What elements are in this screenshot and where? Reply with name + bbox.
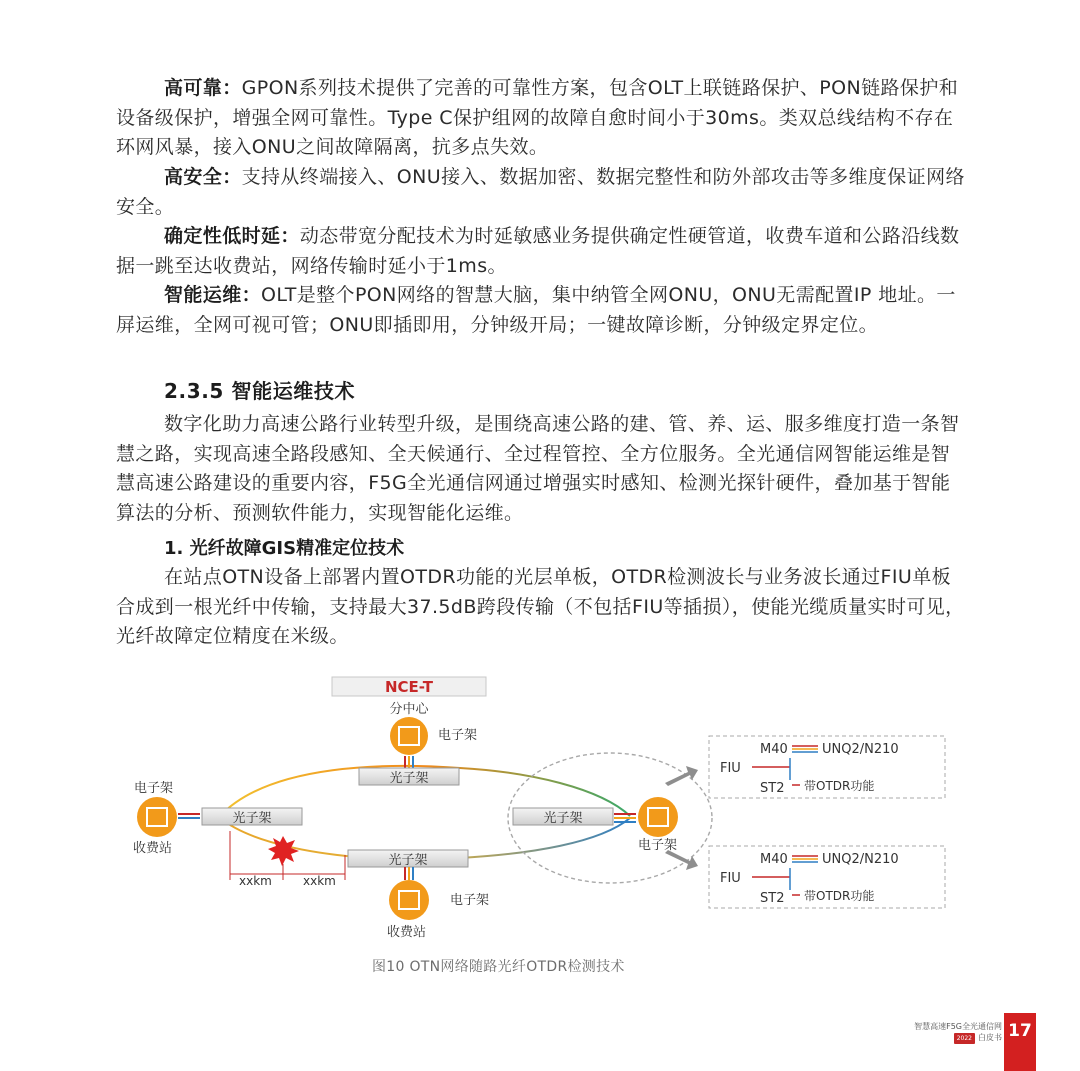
arrow-up-icon <box>665 766 698 786</box>
optical-rack-label: 光子架 <box>232 811 272 826</box>
footer-line2: 白皮书 <box>978 1033 1002 1042</box>
fiu-label: FIU <box>720 871 741 886</box>
paragraph-latency <box>116 222 968 281</box>
electronic-rack-label: 电子架 <box>638 838 678 853</box>
nce-label: NCE-T <box>384 678 434 696</box>
otdr-label: 带OTDR功能 <box>804 779 875 793</box>
electronic-rack-label: 电子架 <box>450 893 490 908</box>
toll-station-label: 收费站 <box>387 925 427 940</box>
optical-rack-label: 光子架 <box>388 853 428 868</box>
toll-station-label: 收费站 <box>133 841 173 856</box>
electronic-rack-icon <box>389 880 429 920</box>
figure-caption: 图10 OTN网络随路光纤OTDR检测技术 <box>372 959 625 975</box>
paragraph-reliability <box>116 74 968 163</box>
paragraph-lead: 高可靠： <box>164 77 242 99</box>
paragraph-text: 动态带宽分配技术为时延敏感业务提供确定性硬管道，收费车道和公路沿线数据一跳至达收费站，网络传输时延小于1ms。 <box>116 225 960 277</box>
paragraph-text: OLT是整个PON网络的智慧大脑，集中纳管全网ONU，ONU无需配置IP 地址。一屏运维，全网可视可管；ONU即插即用，分钟级开局；一键故障诊断，分钟级定界定位。 <box>116 284 956 336</box>
subsection-paragraph: 在站点OTN设备上部署内置OTDR功能的光层单板，OTDR检测波长与业务波长通过FIU单板合成到一根光纤中传输，支持最大37.5dB跨段传输（不包括FIU等插损），使能光缆质量实时可见，光纤故障定位精度在米级。 <box>116 566 965 647</box>
unq-label: UNQ2/N210 <box>822 852 899 867</box>
st2-label: ST2 <box>760 891 785 906</box>
optical-rack-label: 光子架 <box>543 811 583 826</box>
paragraph-lead: 智能运维： <box>164 284 262 306</box>
unq-label: UNQ2/N210 <box>822 742 899 757</box>
paragraph-lead: 高安全： <box>164 166 242 188</box>
electronic-rack-label: 电子架 <box>438 728 478 743</box>
subsection-title: 1. 光纤故障GIS精准定位技术 <box>164 538 405 559</box>
electronic-rack-icon <box>390 717 428 755</box>
section-paragraph: 数字化助力高速公路行业转型升级，是围绕高速公路的建、管、养、运、服多维度打造一条智慧之路，实现高速全路段感知、全天候通行、全过程管控、全方位服务。全光通信网智能运维是智慧高速公路建设的重要内容，F5G全光通信网通过增强实时感知、检测光探针硬件，叠加基于智能算法的分析、预测软件能力，实现智能化运维。 <box>116 413 960 524</box>
fiu-label: FIU <box>720 761 741 776</box>
page-number: 17 <box>1004 1013 1036 1071</box>
m40-label: M40 <box>760 742 788 757</box>
electronic-rack-label: 电子架 <box>134 781 174 796</box>
paragraph-lead: 确定性低时延： <box>164 225 300 247</box>
optical-rack-label: 光子架 <box>389 771 429 786</box>
footer-badge: 2022 <box>954 1033 975 1044</box>
center-label: 分中心 <box>389 702 429 717</box>
otn-diagram <box>100 668 980 968</box>
otdr-label: 带OTDR功能 <box>804 889 875 903</box>
fault-star-icon <box>268 836 299 866</box>
paragraph-om <box>116 281 968 340</box>
m40-label: M40 <box>760 852 788 867</box>
electronic-rack-icon <box>638 797 678 837</box>
distance-label: xxkm <box>239 874 272 888</box>
electronic-rack-icon <box>137 797 177 837</box>
section-title: 2.3.5 智能运维技术 <box>164 379 356 403</box>
st2-label: ST2 <box>760 781 785 796</box>
footer-line1: 智慧高速F5G全光通信网 <box>914 1022 1002 1031</box>
paragraph-text: 支持从终端接入、ONU接入、数据加密、数据完整性和防外部攻击等多维度保证网络安全。 <box>116 166 965 218</box>
paragraph-text: GPON系列技术提供了完善的可靠性方案，包含OLT上联链路保护、PON链路保护和设备级保护，增强全网可靠性。Type C保护组网的故障自愈时间小于30ms。类双总线结构不存在环网风暴，接入ONU之间故障隔离，抗多点失效。 <box>116 77 959 158</box>
distance-label: xxkm <box>303 874 336 888</box>
paragraph-security <box>116 163 968 222</box>
arrow-down-icon <box>665 850 698 870</box>
footer-title <box>914 1021 1002 1044</box>
